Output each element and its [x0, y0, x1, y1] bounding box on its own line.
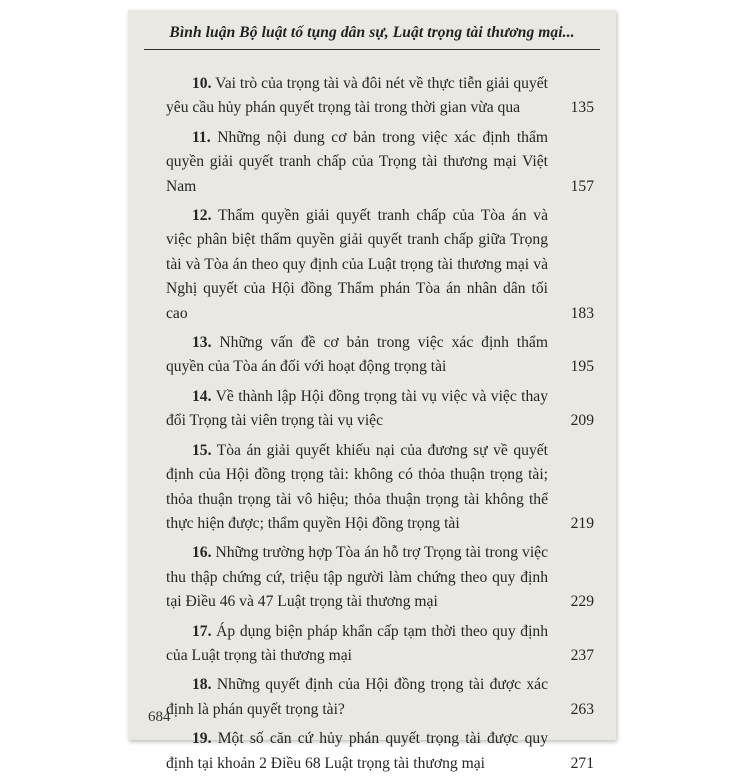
entry-page-number: 209: [570, 412, 594, 430]
entry-title: Một số căn cứ hủy phán quyết trọng tài được quy định tại khoản 2 Điều 68 Luật trọng tài thương mại: [166, 730, 548, 772]
entry-number: 15.: [192, 441, 212, 459]
entry-number: 19.: [192, 730, 212, 748]
toc-entry: [166, 126, 594, 199]
entry-number: 13.: [192, 334, 212, 352]
entry-number: 17.: [192, 622, 212, 640]
entry-page-number: 157: [570, 177, 594, 195]
toc-entry: [166, 727, 594, 776]
entry-title: Những quyết định của Hội đồng trọng tài được xác định là phán quyết trọng tài?: [166, 676, 548, 718]
entry-number: 16.: [192, 544, 212, 562]
entry-number: 11.: [192, 128, 211, 146]
toc-entry: [166, 72, 594, 121]
book-page: [128, 10, 616, 772]
entry-title: Những nội dung cơ bản trong việc xác định thẩm quyền giải quyết tranh chấp của Trọng tài thương mại Việt Nam: [166, 128, 548, 195]
entry-number: 14.: [192, 387, 212, 405]
toc-entry: [166, 385, 594, 434]
entry-page-number: 263: [570, 700, 594, 718]
header-rule: [144, 49, 600, 50]
entry-page-number: 237: [570, 646, 594, 664]
entry-title: Về thành lập Hội đồng trọng tài vụ việc và việc thay đổi Trọng tài viên trọng tài vụ việc: [166, 387, 548, 430]
entry-number: 12.: [192, 207, 212, 225]
entry-number: 10.: [192, 75, 212, 92]
page-number: 684: [148, 709, 171, 725]
entry-title: Tòa án giải quyết khiếu nại của đương sự về quyết định của Hội đồng trọng tài: không có thỏa thuận trọng tài; thỏa thuận trọng tài vô hiệu; thỏa thuận trọng tài không thể thực hiện được; thẩm quyền Hội đồng trọng tài: [166, 441, 548, 532]
toc-entry: [166, 673, 594, 722]
entry-title: Vai trò của trọng tài và đôi nét về thực tiễn giải quyết yêu cầu hủy phán quyết trọng tài trong thời gian vừa qua: [166, 75, 549, 117]
entry-page-number: 229: [570, 593, 594, 611]
entry-page-number: 219: [570, 514, 594, 532]
entry-title: Những vấn đề cơ bản trong việc xác định thẩm quyền của Tòa án đối với hoạt động trọng tài: [166, 334, 548, 376]
entry-page-number: 183: [570, 304, 594, 322]
running-header: Bình luận Bộ luật tố tụng dân sự, Luật trọng tài thương mại...: [169, 24, 575, 41]
entry-number: 18.: [192, 676, 212, 694]
entry-page-number: 195: [570, 358, 594, 376]
toc-entry: [166, 620, 594, 669]
entry-page-number: 271: [570, 754, 594, 772]
entry-title: Thẩm quyền giải quyết tranh chấp của Tòa án và việc phân biệt thẩm quyền giải quyết tranh chấp giữa Trọng tài và Tòa án theo quy định của Luật trọng tài thương mại và Nghị quyết của Hội đồng Thẩm phán Tòa án nhân dân tối cao: [166, 207, 548, 322]
toc-entry: [166, 541, 594, 614]
table-of-contents: [166, 72, 594, 781]
toc-entry: [166, 439, 594, 537]
entry-page-number: 135: [570, 99, 594, 117]
toc-entry: [166, 331, 594, 380]
entry-title: Áp dụng biện pháp khẩn cấp tạm thời theo quy định của Luật trọng tài thương mại: [166, 622, 548, 664]
entry-title: Những trường hợp Tòa án hỗ trợ Trọng tài trong việc thu thập chứng cứ, triệu tập người làm chứng theo quy định tại Điều 46 và 47 Luật trọng tài thương mại: [166, 544, 548, 611]
toc-entry: [166, 204, 594, 326]
